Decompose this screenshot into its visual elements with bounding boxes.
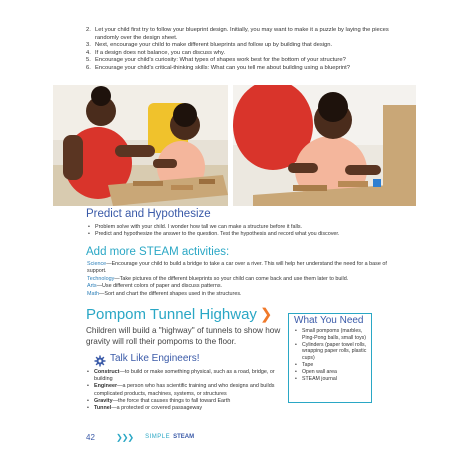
- vocabulary-item: [86, 398, 279, 405]
- steam-item: [87, 291, 405, 298]
- footer-steam-label: STEAM: [173, 434, 195, 440]
- vocabulary-item: [86, 369, 279, 383]
- step-number: 4.: [86, 49, 91, 56]
- triple-chevron-icon: ❯❯❯: [116, 432, 134, 442]
- step-number: 5.: [86, 57, 91, 64]
- material-item: • STEAM journal: [294, 376, 370, 383]
- predict-list: [87, 224, 412, 238]
- footer-simple-label: SIMPLE: [145, 434, 171, 440]
- chevron-right-icon: ❯: [259, 306, 273, 323]
- vocabulary-definition: —a person who has scientific training and who designs and builds complicated products, machines, systems, or structures: [94, 383, 275, 397]
- step-text: If a design does not balance, you can discuss why.: [95, 49, 226, 56]
- vocabulary-item: [86, 383, 279, 397]
- pompom-title: Pompom Tunnel Highway: [86, 305, 257, 323]
- predict-item: • Problem solve with your child. I wonder how tall we can make a structure before it falls.: [87, 224, 412, 231]
- step-text: Let your child first try to follow your blueprint design. Initially, you may want to make it a puzzle by laying the pieces randomly over the design sheet.: [95, 27, 389, 41]
- vocabulary-list: [86, 369, 279, 412]
- step-text: Encourage your child's curiosity: What types of shapes work best for the bottom of your structure?: [95, 57, 346, 64]
- steam-item-text: —Take pictures of the different blueprints so your child can come back and use them later to build.: [114, 275, 349, 282]
- vocabulary-definition: —a protected or covered passageway: [111, 405, 203, 412]
- page-footer: [86, 430, 194, 444]
- what-you-need-heading: What You Need: [294, 315, 364, 326]
- vocabulary-term: Gravity: [94, 397, 113, 404]
- steam-activities-list: [87, 261, 405, 298]
- steam-item-label: Math: [87, 290, 99, 297]
- material-item: • Tape: [294, 362, 370, 369]
- step-text: Encourage your child's critical-thinking skills: What can you tell me about building using a blueprint?: [95, 64, 351, 71]
- steam-item-text: —Encourage your child to build a bridge to take a car over a river. This will help her understand the need for a base of support.: [87, 261, 387, 275]
- material-item: • Cylinders (paper towel rolls, wrapping paper rolls, plastic cups): [294, 342, 370, 362]
- vocabulary-term: Tunnel: [94, 405, 112, 412]
- vocabulary-definition: —to build or make something physical, such as a road, bridge, or building: [94, 369, 275, 383]
- step-item: [86, 42, 406, 50]
- step-number: 2.: [86, 27, 91, 33]
- steam-item: [87, 261, 405, 276]
- step-item: [86, 27, 406, 42]
- steam-item: [87, 276, 405, 283]
- photo-child-building: [233, 85, 416, 206]
- step-item: [86, 57, 406, 65]
- steam-item-label: Arts: [87, 283, 97, 290]
- steam-item-text: —Use different colors of paper and discuss patterns.: [96, 283, 223, 290]
- predict-item: • Predict and hypothesize the answer to the question. Test the hypothesis and record what you discover.: [87, 231, 412, 238]
- page-number: 42: [86, 432, 95, 442]
- steps-list: [86, 27, 406, 73]
- step-item: [86, 65, 406, 73]
- vocabulary-definition: —the force that causes things to fall toward Earth: [112, 397, 231, 404]
- steam-heading: Add more STEAM activities:: [86, 246, 230, 258]
- gear-icon: [94, 355, 106, 367]
- step-number: 3.: [86, 42, 91, 49]
- steam-item-text: —Sort and chart the different shapes used in the structures.: [98, 290, 242, 297]
- pompom-intro: Children will build a "highway" of tunnels to show how gravity will roll their pompoms to the floor.: [86, 326, 281, 346]
- step-number: 6.: [86, 64, 91, 71]
- vocabulary-term: Engineer: [94, 383, 118, 390]
- vocabulary-item: [86, 405, 279, 412]
- steam-item-label: Science: [87, 261, 107, 267]
- pompom-heading: [86, 305, 273, 323]
- materials-list: [294, 328, 370, 382]
- what-you-need-box: [288, 313, 372, 403]
- engineers-heading: Talk Like Engineers!: [110, 353, 200, 364]
- step-text: Next, encourage your child to make different blueprints and follow up by building that design.: [95, 42, 333, 49]
- step-item: [86, 50, 406, 58]
- material-item: • Open wall area: [294, 369, 370, 376]
- material-item: • Small pompoms (marbles, Ping-Pong balls, small toys): [294, 328, 370, 342]
- vocabulary-term: Construct: [94, 369, 120, 375]
- predict-heading: Predict and Hypothesize: [86, 208, 211, 220]
- photo-adult-child-building: [53, 85, 228, 206]
- steam-item: [87, 283, 405, 290]
- steam-item-label: Technology: [87, 275, 115, 282]
